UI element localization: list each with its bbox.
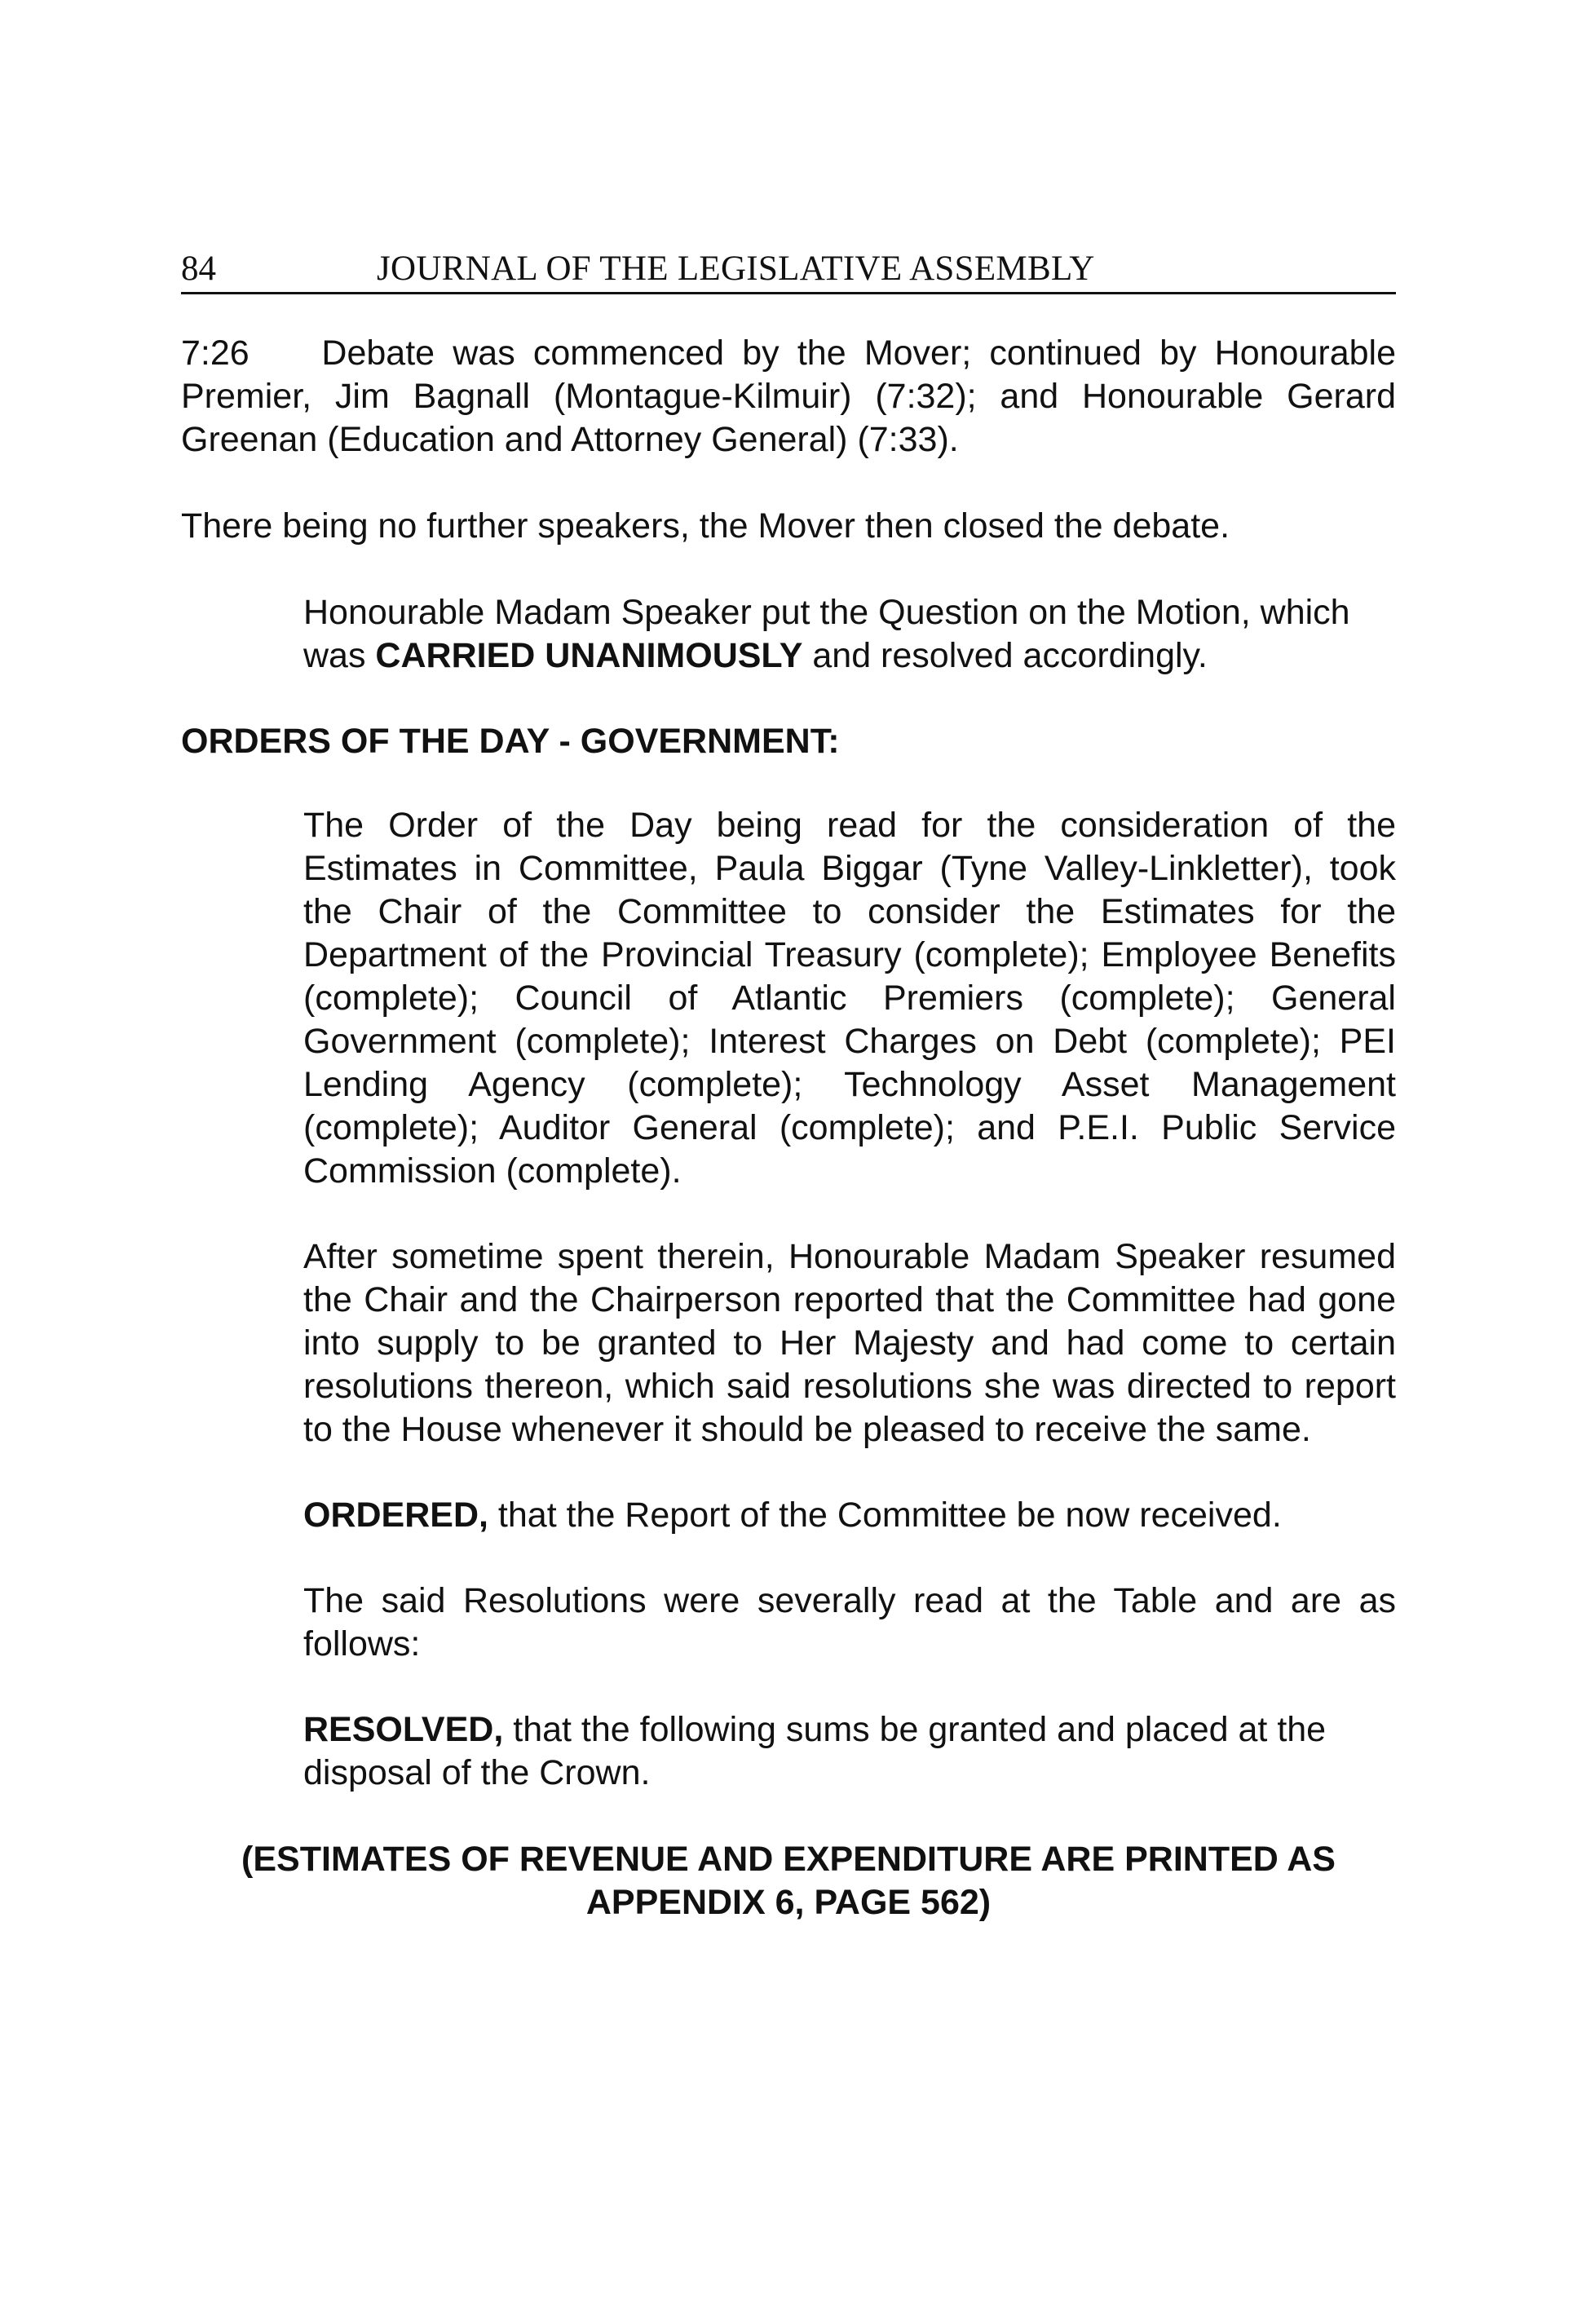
question-text-after: and resolved accordingly.: [802, 636, 1208, 675]
running-header: [181, 241, 1396, 294]
journal-page: [181, 241, 1406, 1924]
page-number: 84: [181, 250, 216, 288]
journal-title: JOURNAL OF THE LEGISLATIVE ASSEMBLY: [377, 250, 1095, 288]
orders-of-the-day-heading: ORDERS OF THE DAY - GOVERNMENT:: [181, 722, 840, 761]
resolved-label: RESOLVED,: [303, 1710, 504, 1749]
appendix-note-line-2: APPENDIX 6, PAGE 562): [585, 1883, 992, 1922]
question-on-motion-paragraph: [303, 591, 1396, 678]
no-further-speakers-paragraph: There being no further speakers, the Mover then closed the debate.: [181, 506, 1230, 546]
ordered-text: that the Report of the Committee be now received.: [488, 1496, 1282, 1535]
resolutions-read-paragraph: The said Resolutions were severally read at the Table and are as follows:: [303, 1581, 1396, 1663]
order-of-the-day-paragraph: The Order of the Day being read for the consideration of the Estimates in Committee, Paula Biggar (Tyne Valley-Linkletter), took the Chair of the Committee to consider the Estimates for the Department of the Provincial Treasury (complete); Employee Benefits (complete); Council of Atlantic Premiers (complete); General Government (complete); Interest Charges on Debt (complete); PEI Lending Agency (complete); Technology Asset Management (complete); Auditor General (complete); and P.E.I. Public Service Commission (complete).: [303, 806, 1396, 1191]
ordered-label: ORDERED,: [303, 1496, 488, 1535]
resolved-paragraph: [303, 1708, 1396, 1795]
appendix-note: [181, 1838, 1396, 1924]
appendix-note-line-1: (ESTIMATES OF REVENUE AND EXPENDITURE ARE PRINTED AS: [241, 1840, 1336, 1879]
resolved-text: that the following sums be granted and placed at the disposal of the Crown.: [303, 1710, 1327, 1792]
ordered-paragraph: [303, 1494, 1396, 1537]
debate-paragraph: 7:26 Debate was commenced by the Mover; continued by Honourable Premier, Jim Bagnall (Montague-Kilmuir) (7:32); and Honourable Gerard Greenan (Education and Attorney General) (7:33).: [181, 334, 1406, 459]
carried-unanimously-text: CARRIED UNANIMOUSLY: [375, 636, 803, 675]
after-sometime-paragraph: After sometime spent therein, Honourable Madam Speaker resumed the Chair and the Chairperson reported that the Committee had gone into supply to be granted to Her Majesty and had come to certain resolutions thereon, which said resolutions she was directed to report to the House whenever it should be pleased to receive the same.: [303, 1237, 1396, 1449]
question-text-before: Honourable Madam Speaker put the Question on the Motion, which was: [303, 593, 1350, 675]
